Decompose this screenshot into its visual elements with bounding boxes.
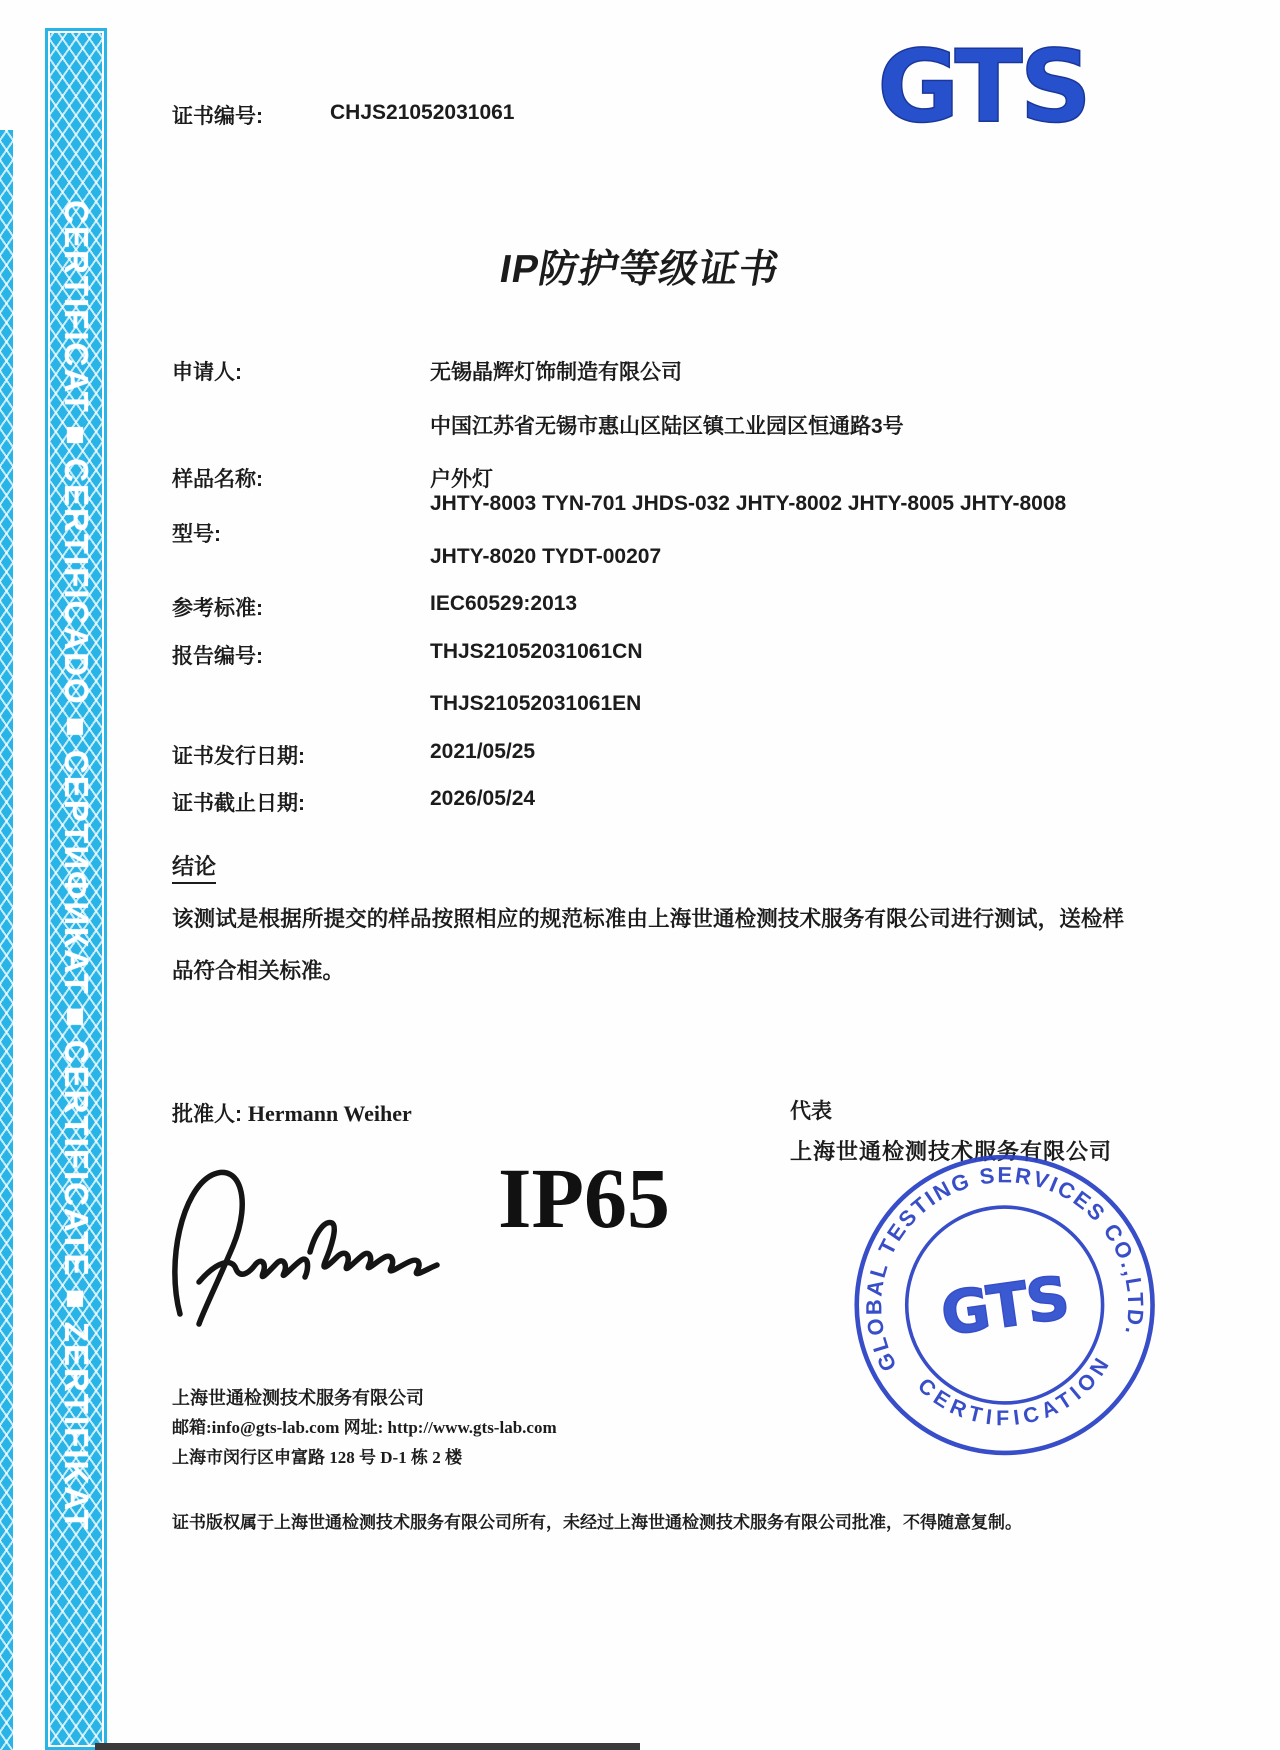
field-value: IEC60529:2013 xyxy=(430,592,578,615)
security-band-text: CERTIFICAT ■ CERTIFICADO ■ СЕРТИФИКАТ ■ CERTIFICATE ■ ZERTIFIKAT xyxy=(58,200,95,1532)
copyright-notice: 证书版权属于上海世通检测技术服务有限公司所有，未经过上海世通检测技术服务有限公司批准，不得随意复制。 xyxy=(172,1513,1022,1532)
stamp-center-logo: GTS xyxy=(936,1262,1073,1349)
contact-email-web: 邮箱:info@gts-lab.com 网址: http://www.gts-lab.com xyxy=(172,1418,557,1437)
field-value: 中国江苏省无锡市惠山区陆区镇工业园区恒通路3号 xyxy=(430,415,904,438)
security-band-sliver xyxy=(0,130,13,1750)
field-value: THJS21052031061EN xyxy=(430,692,642,715)
contact-address: 上海市闵行区申富路 128 号 D-1 栋 2 楼 xyxy=(172,1448,462,1467)
field-label: 样品名称: xyxy=(172,468,263,491)
field-value: JHTY-8003 TYN-701 JHDS-032 JHTY-8002 JHTY-8005 JHTY-8008 xyxy=(430,492,1067,515)
approver-signature xyxy=(158,1162,458,1342)
certificate-title: IP防护等级证书 xyxy=(496,248,783,291)
field-value: 2021/05/25 xyxy=(430,740,536,763)
svg-text:GLOBAL TESTING SERVICES CO.,LT xyxy=(843,1144,1154,1378)
field-value: JHTY-8020 TYDT-00207 xyxy=(430,545,662,568)
field-value: 户外灯 xyxy=(430,468,493,491)
scan-edge-artifact xyxy=(95,1743,640,1750)
approver-name: Hermann Weiher xyxy=(247,1101,412,1126)
field-label: 型号: xyxy=(172,523,221,546)
field-value: THJS21052031061CN xyxy=(430,640,643,663)
field-value: 无锡晶辉灯饰制造有限公司 xyxy=(430,361,682,384)
stamp-svg xyxy=(832,1132,1178,1478)
signature-svg xyxy=(158,1162,458,1337)
representative-company: 上海世通检测技术服务有限公司 xyxy=(790,1139,1113,1164)
certificate-title-wrap xyxy=(0,238,1280,294)
approver-label: 批准人: xyxy=(172,1103,242,1126)
field-label: 证书截止日期: xyxy=(172,792,305,815)
stamp-arc-top-text: GLOBAL TESTING SERVICES CO.,LTD. xyxy=(861,1162,1149,1376)
svg-text:CERTIFICATION xyxy=(911,1347,1124,1443)
approver-row xyxy=(172,1098,412,1128)
representative-label: 代表 xyxy=(790,1100,832,1123)
field-label: 申请人: xyxy=(172,361,242,384)
contact-block xyxy=(172,1383,557,1473)
gts-logo-svg xyxy=(868,28,1098,140)
field-value: 2026/05/24 xyxy=(430,787,536,810)
certificate-number-value: CHJS21052031061 xyxy=(330,101,515,124)
field-label: 报告编号: xyxy=(172,645,263,668)
gts-logo xyxy=(868,28,1098,145)
gts-logo-text: GTS xyxy=(877,28,1089,140)
certificate-number-label: 证书编号: xyxy=(172,105,263,128)
company-stamp xyxy=(832,1132,1178,1483)
field-label: 证书发行日期: xyxy=(172,745,305,768)
ip-rating: IP65 xyxy=(498,1150,670,1246)
contact-company: 上海世通检测技术服务有限公司 xyxy=(172,1388,424,1408)
field-label: 参考标准: xyxy=(172,597,263,620)
conclusion-text: 该测试是根据所提交的样品按照相应的规范标准由上海世通检测技术服务有限公司进行测试，送检样品符合相关标准。 xyxy=(172,907,1124,983)
conclusion-heading: 结论 xyxy=(172,850,216,884)
stamp-arc-bottom-text: CERTIFICATION xyxy=(913,1349,1117,1431)
